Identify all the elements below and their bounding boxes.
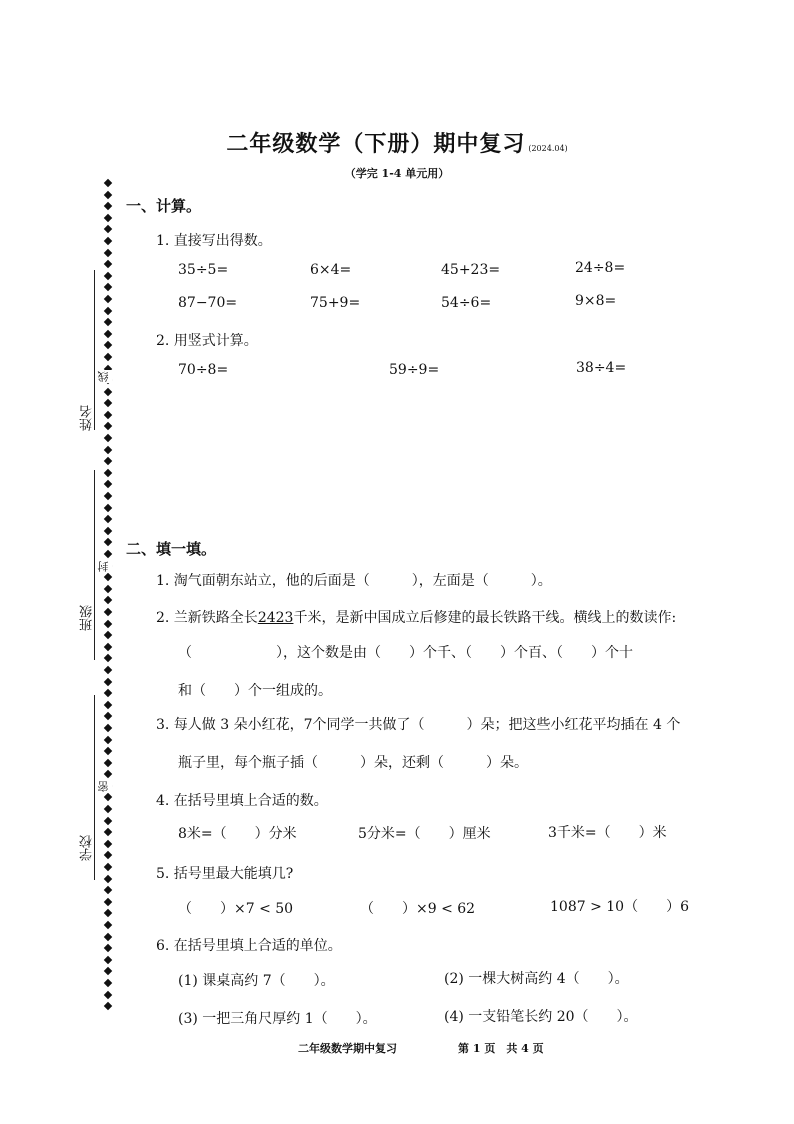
vertical-calc-item: 38÷4= (576, 360, 627, 376)
unit-convert-item: 3千米=（ ）米 (548, 825, 667, 841)
unit-item: (1) 课桌高约 7（ ）。 (178, 973, 335, 989)
cut-line-diamond (104, 341, 112, 349)
cut-line-diamond (104, 874, 112, 882)
fill-q2-post: 千米，是新中国成立后修建的最长铁路干线。横线上的数读作: (293, 610, 677, 626)
cut-line-diamond (104, 828, 112, 836)
title-text: 二年级数学（下册）期中复习 (226, 131, 526, 157)
cut-line-diamond (104, 550, 112, 558)
cut-word-secret: 密 (97, 781, 110, 792)
cut-line-diamond (104, 654, 112, 662)
max-fill-item: （ ）×7 < 50 (178, 901, 294, 917)
section1-heading: 一、计算。 (126, 197, 202, 215)
cut-line-diamond (104, 445, 112, 453)
calc-item: 35÷5= (178, 262, 229, 278)
cut-line-diamond (104, 666, 112, 674)
cut-line-diamond (104, 840, 112, 848)
unit-convert-item: 5分米=（ ）厘米 (358, 826, 491, 842)
title-date: (2024.04) (528, 144, 568, 153)
cut-line-diamond (104, 816, 112, 824)
cut-line-diamond (104, 712, 112, 720)
cut-line-diamond (104, 411, 112, 419)
cut-line-diamond (104, 469, 112, 477)
cut-line-diamond (104, 793, 112, 801)
cut-line-diamond (104, 689, 112, 697)
cut-line-diamond (104, 747, 112, 755)
calc-item: 24÷8= (575, 260, 626, 276)
unit-item: (3) 一把三角尺厚约 1（ ）。 (178, 1011, 377, 1027)
cut-line-diamond (104, 967, 112, 975)
footer-name: 二年级数学期中复习 (298, 1042, 397, 1055)
cut-line-diamond (104, 492, 112, 500)
cut-line-diamond (104, 527, 112, 535)
fill-q3-line1: 3. 每人做 3 朵小红花，7个同学一共做了（ ）朵；把这些小红花平均插在 4 个 (156, 717, 681, 733)
cut-line-diamond (104, 700, 112, 708)
fill-q5: 5. 括号里最大能填几? (156, 866, 294, 882)
vertical-calc-item: 59÷9= (389, 362, 440, 378)
cut-line-diamond (104, 434, 112, 442)
fill-q6: 6. 在括号里填上合适的单位。 (156, 938, 342, 954)
cut-line-diamond (104, 956, 112, 964)
binding-margin (60, 180, 130, 1020)
cut-line-diamond (104, 538, 112, 546)
cut-line-diamond (104, 214, 112, 222)
unit-convert-item: 8米=（ ）分米 (178, 826, 297, 842)
cut-line-diamond (104, 886, 112, 894)
fill-q2-line1 (156, 607, 676, 627)
cut-line-diamond (104, 295, 112, 303)
exam-title (0, 127, 794, 158)
cut-line-diamond (104, 724, 112, 732)
cut-line-diamond (104, 585, 112, 593)
cut-line-diamond (104, 283, 112, 291)
cut-line-diamond (104, 179, 112, 187)
name-field-label: 姓名 (80, 405, 95, 431)
cut-line-diamond (104, 318, 112, 326)
cut-line-diamond (104, 770, 112, 778)
cut-line-diamond (104, 503, 112, 511)
fill-q3-line2: 瓶子里，每个瓶子插（ ）朵，还剩（ ）朵。 (178, 755, 528, 771)
unit-item: (2) 一棵大树高约 4（ ）。 (444, 971, 629, 987)
cut-line-diamond (104, 387, 112, 395)
cut-line-diamond (104, 898, 112, 906)
footer-page: 第 1 页 共 4 页 (458, 1042, 544, 1055)
cut-line-diamond (104, 306, 112, 314)
cut-line-diamond (104, 932, 112, 940)
cut-line-diamond (104, 909, 112, 917)
cut-line-diamond (104, 805, 112, 813)
cut-line-diamond (104, 457, 112, 465)
cut-line-diamond (104, 248, 112, 256)
cut-line-diamond (104, 921, 112, 929)
class-field-label: 班级 (80, 605, 95, 631)
calc-item: 87−70= (178, 295, 238, 311)
calc-item: 9×8= (575, 293, 617, 309)
cut-line-diamond (104, 631, 112, 639)
calc-item: 75+9= (310, 295, 361, 311)
unit-item: (4) 一支铅笔长约 20（ ）。 (444, 1009, 638, 1025)
cut-line-diamond (104, 1002, 112, 1010)
subtitle: （学完 1-4 单元用） (344, 167, 450, 180)
cut-line-diamond (104, 608, 112, 616)
cut-line-diamond (104, 272, 112, 280)
class-line (94, 470, 95, 660)
cut-line-diamond (104, 480, 112, 488)
cut-line-diamond (104, 735, 112, 743)
q1-label: 1. 直接写出得数。 (156, 233, 272, 249)
fill-q1: 1. 淘气面朝东站立，他的后面是（ ），左面是（ ）。 (156, 573, 552, 589)
school-field-label: 学校 (80, 835, 95, 861)
fill-q4: 4. 在括号里填上合适的数。 (156, 793, 328, 809)
calc-item: 45+23= (441, 262, 501, 278)
calc-item: 6×4= (310, 262, 352, 278)
fill-q2-pre: 2. 兰新铁路全长 (156, 610, 258, 626)
cut-line-diamond (104, 990, 112, 998)
cut-line-diamond (104, 851, 112, 859)
cut-line-diamond (104, 863, 112, 871)
cut-line-diamond (104, 619, 112, 627)
cut-word-line: 线 (97, 371, 110, 382)
cut-line-diamond (104, 399, 112, 407)
cut-line-diamond (104, 596, 112, 604)
cut-line-diamond (104, 758, 112, 766)
cut-line-diamond (104, 422, 112, 430)
section2-heading: 二、填一填。 (126, 540, 217, 558)
cut-line-diamond (104, 329, 112, 337)
cut-line-diamonds (102, 180, 114, 1010)
cut-line-diamond (104, 353, 112, 361)
cut-line-diamond (104, 677, 112, 685)
cut-line-diamond (104, 944, 112, 952)
underlined-number: 2423 (257, 610, 294, 626)
cut-line-diamond (104, 190, 112, 198)
cut-line-diamond (104, 979, 112, 987)
max-fill-item: （ ）×9 < 62 (360, 901, 476, 917)
fill-q2-line3: 和（ ）个一组成的。 (178, 683, 332, 699)
cut-line-diamond (104, 225, 112, 233)
max-fill-item: 1087 > 10（ ）6 (550, 899, 689, 915)
q2-label: 2. 用竖式计算。 (156, 333, 258, 349)
cut-line-diamond (104, 573, 112, 581)
cut-line-diamond (104, 260, 112, 268)
cut-line-diamond (104, 202, 112, 210)
cut-word-seal: 封 (97, 561, 110, 572)
cut-line-diamond (104, 515, 112, 523)
calc-item: 54÷6= (441, 295, 492, 311)
cut-line-diamond (104, 237, 112, 245)
cut-line-diamond (104, 643, 112, 651)
fill-q2-line2: （ ），这个数是由（ ）个千、（ ）个百、（ ）个十 (178, 645, 633, 661)
vertical-calc-item: 70÷8= (178, 362, 229, 378)
